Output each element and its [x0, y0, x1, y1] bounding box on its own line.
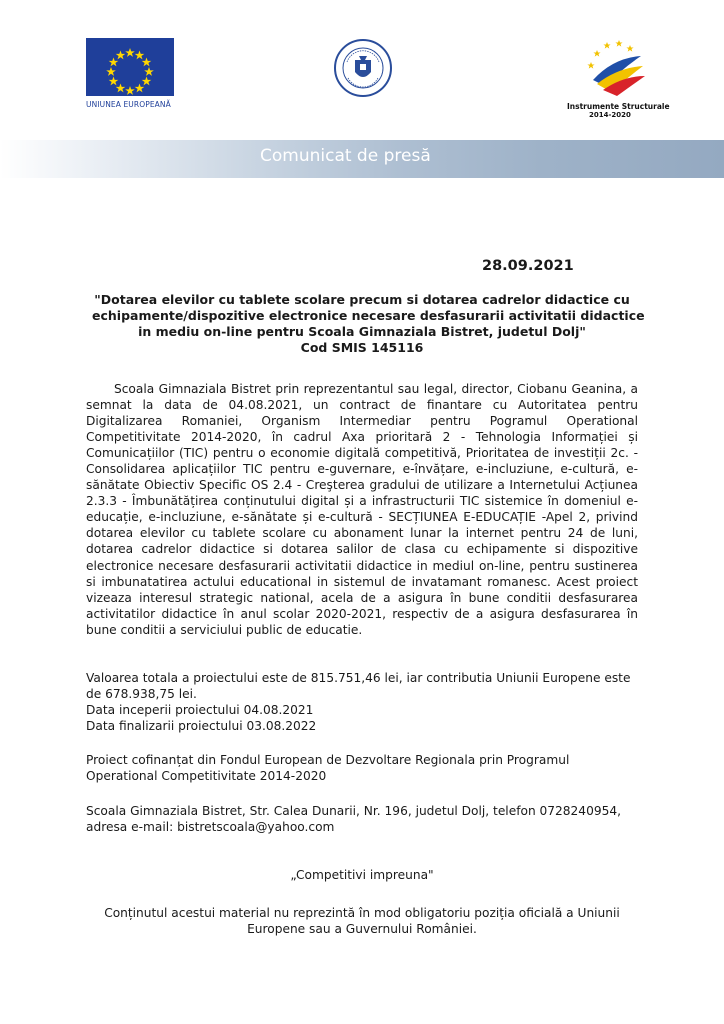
instrumente-structurale-logo [565, 36, 670, 119]
contact-email: adresa e-mail: bistretscoala@yahoo.com [86, 820, 335, 834]
cofinancing-line: Proiect cofinanțat din Fondul European de Dezvoltare Regionala prin Programul [86, 753, 570, 767]
project-value-line: Valoarea totala a proiectului este de 815.751,46 lei, iar contributia Uniunii Europene este [86, 671, 631, 685]
is-years: 2014-2020 [589, 111, 631, 119]
contact-info [86, 803, 676, 835]
project-title [92, 292, 645, 356]
banner-title: Comunicat de presă [260, 146, 431, 166]
is-caption: Instrumente Structurale [567, 102, 670, 111]
eu-flag-icon [86, 38, 174, 96]
contact-address: Scoala Gimnaziala Bistret, Str. Calea Dunarii, Nr. 196, judetul Dolj, telefon 0728240954, [86, 804, 621, 818]
smis-code: Cod SMIS 145116 [300, 340, 424, 355]
disclaimer-line: Conținutul acestui material nu reprezintă în mod obligatoriu poziția oficială a Uniunii [104, 906, 620, 920]
body-paragraph: Scoala Gimnaziala Bistret prin reprezentantul sau legal, director, Ciobanu Geanina, a semnat la data de 04.08.2021, un contract de finantare cu Autoritatea pentru Digitalizarea Romaniei, Organism Intermediar pentru Pogramul Operational Competitivitate 2014-2020, în cadrul Axa prioritară 2 - Tehnologia Informației și Comunicațiilor (TIC) pentru o economie digitală competitivă, Prioritatea de investiții 2c. - Consolidarea aplicațiilor TIC pentru e-guvernare, e-învățare, e-incluziune, e-cultură, e-sănătate Obiectiv Specific OS 2.4 - Creşterea gradului de utilizare a Internetului Acțiunea 2.3.3 - Îmbunătățirea conținutului digital și a infrastructurii TIC sistemice în domeniul e-educație, e-incluziune, e-sănătate și e-cultură - SECȚIUNEA E-EDUCAȚIE -Apel 2, privind dotarea elevilor cu tablete scolare cu abonament lunar la internet pentru 24 de luni, dotarea cadrelor didactice si dotarea salilor de clasa cu echipamente si dispozitive electronice necesare desfasurarii activitatii didactice in mediul on-line, pentru sustinerea si imbunatatirea actului educational in sistemul de invatamant romanesc. Acest proiect vizeaza interesul strategic national, acela de a asigura în bune conditii desfasurarea activitatilor didactice în anul scolar 2020-2021, respectiv de a asigura desfasurarea în bune conditii a serviciului public de educatie. [86, 382, 638, 637]
government-seal [333, 38, 393, 98]
structural-instruments-emblem-icon [583, 36, 647, 98]
disclaimer [92, 905, 632, 937]
project-start-date: Data inceperii proiectului 04.08.2021 [86, 703, 314, 717]
slogan: „Competitivi impreuna" [290, 868, 434, 882]
cofinancing-note [86, 752, 676, 784]
romanian-government-seal-icon [333, 38, 393, 98]
project-info [86, 670, 676, 734]
project-title-line: in mediu on-line pentru Scoala Gimnaziala Bistret, judetul Dolj" [138, 324, 586, 339]
project-title-line: "Dotarea elevilor cu tablete scolare precum si dotarea cadrelor didactice cu [94, 292, 630, 307]
project-title-line: echipamente/dispozitive electronice necesare desfasurarii activitatii didactice [92, 308, 645, 323]
eu-logo [86, 38, 176, 109]
release-date: 28.09.2021 [482, 258, 574, 274]
disclaimer-line: Europene sau a Guvernului României. [247, 922, 477, 936]
eu-caption: UNIUNEA EUROPEANĂ [86, 100, 171, 109]
cofinancing-line: Operational Competitivitate 2014-2020 [86, 769, 327, 783]
project-value-line: de 678.938,75 lei. [86, 687, 197, 701]
project-end-date: Data finalizarii proiectului 03.08.2022 [86, 719, 317, 733]
